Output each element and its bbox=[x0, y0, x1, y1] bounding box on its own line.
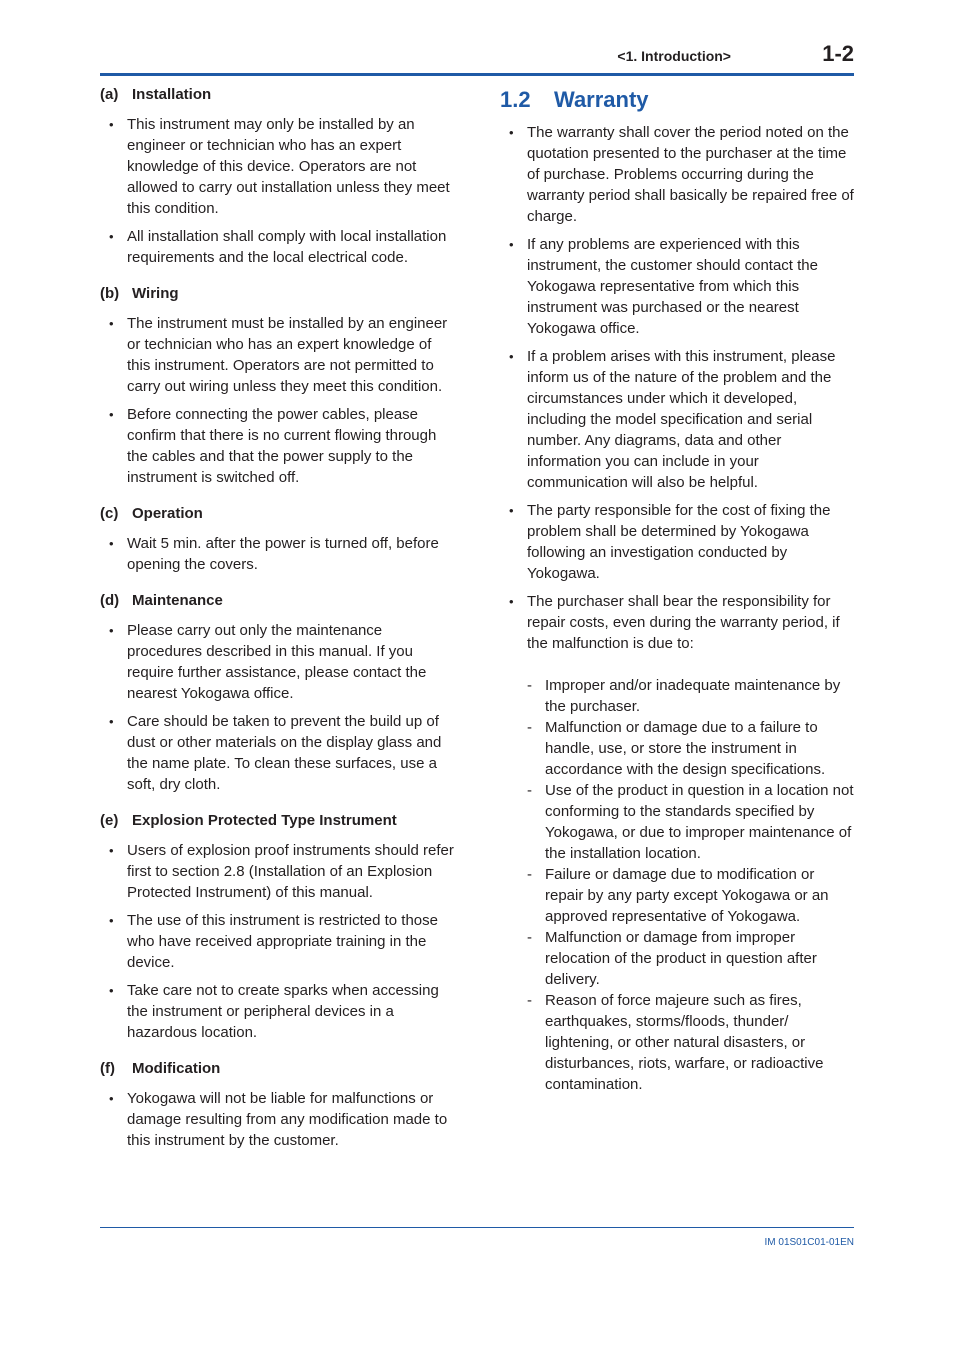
list-item: • The party responsible for the cost of fixing the problem shall be determined by Yokogawa following an investigation conducted by Yokogawa. bbox=[509, 502, 831, 582]
section-label: (a) bbox=[100, 86, 119, 103]
dash-icon: - bbox=[527, 677, 532, 694]
section-title: Maintenance bbox=[132, 592, 223, 609]
bullet-icon: • bbox=[509, 349, 514, 364]
warranty-heading bbox=[500, 86, 854, 114]
bullet-icon: • bbox=[109, 913, 114, 928]
list-item: • Wait 5 min. after the power is turned off, before opening the covers. bbox=[109, 535, 439, 573]
section-number: 1.2 bbox=[500, 87, 531, 112]
section-wiring bbox=[100, 283, 456, 488]
list-item: - Reason of force majeure such as fires, earthquakes, storms/floods, thunder/ lightening, or other natural disasters, or disturbances, riots, warfare, or radioactive contamination. bbox=[527, 992, 824, 1093]
list-item: - Improper and/or inadequate maintenance by the purchaser. bbox=[527, 677, 841, 715]
bullet-icon: • bbox=[109, 714, 114, 729]
list-item: • If any problems are experienced with this instrument, the customer should contact the Yokogawa representative from which this instrument was purchased or the nearest Yokogawa office. bbox=[509, 236, 818, 337]
list-item: • Take care not to create sparks when accessing the instrument or peripheral devices in a hazardous location. bbox=[109, 982, 439, 1041]
list-item: • All installation shall comply with local installation requirements and the local electrical code. bbox=[109, 228, 447, 266]
list-item: • Care should be taken to prevent the build up of dust or other materials on the display glass and the name plate. To clean these surfaces, use a soft, dry cloth. bbox=[109, 713, 442, 793]
footer-rule bbox=[100, 1227, 854, 1228]
list-item: • Users of explosion proof instruments should refer first to section 2.8 (Installation of an Explosion Protected Instrument) of this manual. bbox=[109, 842, 454, 901]
list-item: • Please carry out only the maintenance procedures described in this manual. If you require further assistance, please contact the nearest Yokogawa office. bbox=[109, 622, 427, 702]
list-item: • The warranty shall cover the period noted on the quotation presented to the purchaser at the time of purchase. Problems occurring during the warranty period shall basically be repaired free of charge. bbox=[509, 124, 854, 225]
list-item: • If a problem arises with this instrument, please inform us of the nature of the problem and the circumstances under which it developed, including the model specification and serial number. Any diagrams, data and other information you can include in your communication will also be helpful. bbox=[509, 348, 836, 491]
bullet-icon: • bbox=[509, 237, 514, 252]
bullet-icon: • bbox=[109, 536, 114, 551]
header-chapter: <1. Introduction> bbox=[617, 48, 731, 64]
dash-icon: - bbox=[527, 992, 532, 1009]
list-item: • The purchaser shall bear the responsibility for repair costs, even during the warranty period, if the malfunction is due to: bbox=[509, 593, 840, 652]
list-item: - Use of the product in question in a location not conforming to the standards specified by Yokogawa, or due to improper maintenance of the installation location. bbox=[527, 782, 854, 862]
bullet-icon: • bbox=[109, 1091, 114, 1106]
bullet-icon: • bbox=[109, 229, 114, 244]
bullet-icon: • bbox=[109, 316, 114, 331]
list-item: - Malfunction or damage from improper relocation of the product in question after delivery. bbox=[527, 929, 817, 988]
section-explosion-protected bbox=[100, 810, 456, 1043]
dash-icon: - bbox=[527, 866, 532, 883]
warranty-exclusions bbox=[500, 675, 854, 1095]
section-title: Warranty bbox=[554, 87, 649, 112]
right-column bbox=[500, 84, 854, 661]
section-installation bbox=[100, 84, 456, 268]
list-item: • This instrument may only be installed by an engineer or technician who has an expert knowledge of this device. Operators are not allowed to carry out installation unless they meet this condition. bbox=[109, 116, 450, 217]
bullet-icon: • bbox=[509, 125, 514, 140]
section-label: (b) bbox=[100, 285, 120, 302]
section-label: (d) bbox=[100, 592, 120, 609]
section-title: Operation bbox=[132, 505, 203, 522]
section-title: Explosion Protected Type Instrument bbox=[132, 812, 397, 829]
dash-icon: - bbox=[527, 929, 532, 946]
bullet-icon: • bbox=[509, 594, 514, 609]
list-item: • The instrument must be installed by an engineer or technician who has an expert knowledge of this instrument. Operators are not permitted to carry out wiring unless they meet this condition. bbox=[109, 315, 448, 395]
section-label: (e) bbox=[100, 812, 119, 829]
list-item: - Failure or damage due to modification or repair by any party except Yokogawa or an approved representative of Yokogawa. bbox=[527, 866, 829, 925]
section-title: Installation bbox=[132, 86, 212, 103]
list-item: - Malfunction or damage due to a failure to handle, use, or store the instrument in accordance with the design specifications. bbox=[527, 719, 826, 778]
dash-icon: - bbox=[527, 782, 532, 799]
bullet-icon: • bbox=[109, 983, 114, 998]
list-item: • The use of this instrument is restricted to those who have received appropriate training in the device. bbox=[109, 912, 438, 971]
section-title: Modification bbox=[132, 1060, 221, 1077]
list-item: • Before connecting the power cables, please confirm that there is no current flowing through the cables and that the power supply to the instrument is switched off. bbox=[109, 406, 437, 486]
bullet-icon: • bbox=[109, 843, 114, 858]
bullet-icon: • bbox=[109, 407, 114, 422]
dash-icon: - bbox=[527, 719, 532, 736]
section-label: (c) bbox=[100, 505, 119, 522]
document-id: IM 01S01C01-01EN bbox=[764, 1237, 854, 1248]
bullet-icon: • bbox=[109, 623, 114, 638]
list-item: • Yokogawa will not be liable for malfunctions or damage resulting from any modification made to this instrument by the customer. bbox=[109, 1090, 448, 1149]
section-modification bbox=[100, 1058, 456, 1151]
header-rule bbox=[100, 73, 854, 76]
left-column bbox=[100, 84, 456, 1166]
bullet-icon: • bbox=[509, 503, 514, 518]
page-number: 1-2 bbox=[822, 41, 854, 66]
bullet-icon: • bbox=[109, 117, 114, 132]
section-maintenance bbox=[100, 590, 456, 795]
section-title: Wiring bbox=[132, 285, 179, 302]
section-label: (f) bbox=[100, 1060, 115, 1077]
section-operation bbox=[100, 503, 456, 575]
